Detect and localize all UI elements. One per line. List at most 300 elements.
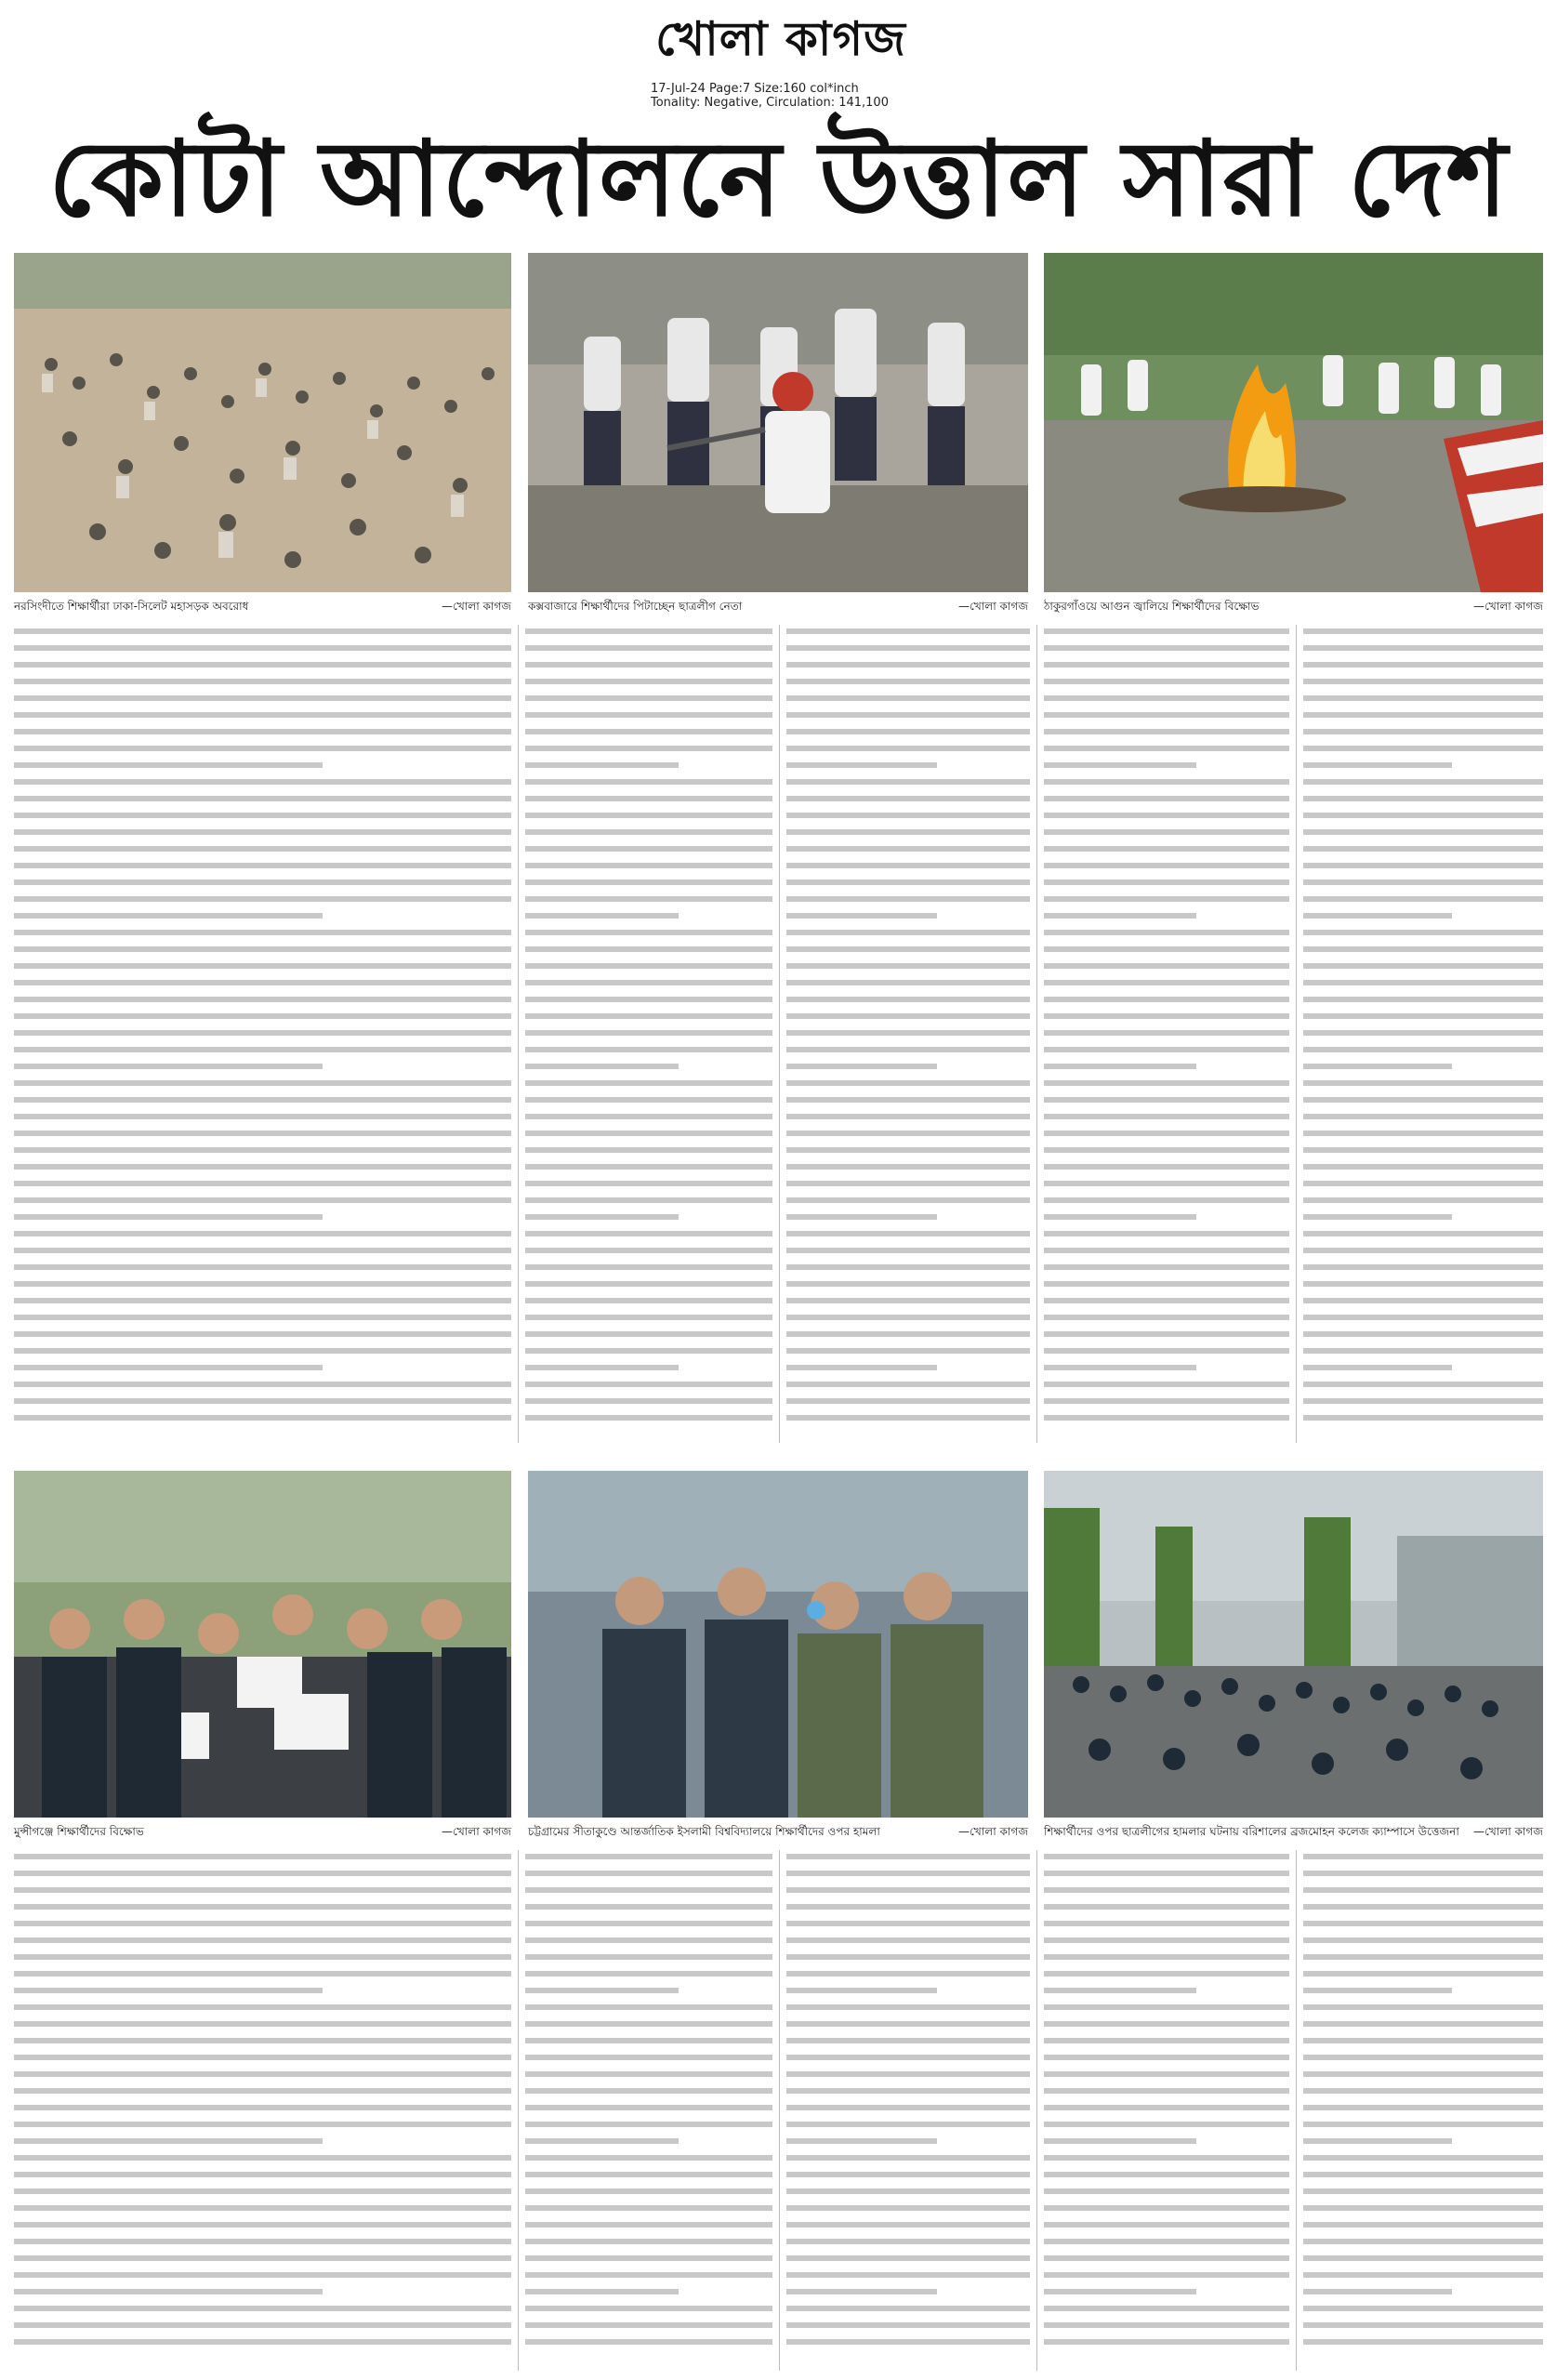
text-line-placeholder [525,963,772,969]
text-line-placeholder [1303,695,1543,701]
text-line-placeholder [786,2306,1030,2311]
text-line-placeholder [1303,1064,1452,1069]
text-line-placeholder [14,1854,511,1859]
text-line-placeholder [525,1130,772,1136]
article-column-4 [1044,628,1289,1447]
text-line-placeholder [1303,913,1452,919]
text-line-placeholder [525,1231,772,1236]
text-line-placeholder [1044,2339,1289,2345]
photo-narsingdi-blockade [14,253,511,592]
text-line-placeholder [786,1147,1030,1153]
text-line-placeholder [786,2339,1030,2345]
column-rule [779,1850,780,2371]
text-line-placeholder [525,746,772,751]
text-line-placeholder [1303,1315,1543,1320]
text-line-placeholder [525,1281,772,1287]
text-line-placeholder [786,1214,937,1220]
text-line-placeholder [1303,662,1543,668]
text-line-placeholder [786,2255,1030,2261]
text-line-placeholder [1303,1214,1452,1220]
text-line-placeholder [14,1365,323,1370]
text-line-placeholder [1044,2122,1289,2127]
text-line-placeholder [14,930,511,935]
text-line-placeholder [786,1382,1030,1387]
text-line-placeholder [1044,1331,1289,1337]
text-line-placeholder [1303,2222,1543,2228]
text-line-placeholder [1303,2138,1452,2144]
text-line-placeholder [1303,2088,1543,2094]
text-line-placeholder [786,946,1030,952]
text-line-placeholder [1044,829,1289,835]
text-line-placeholder [14,2155,511,2161]
text-line-placeholder [14,679,511,684]
text-line-placeholder [786,1181,1030,1186]
text-line-placeholder [525,2122,772,2127]
text-line-placeholder [1303,1197,1543,1203]
text-line-placeholder [1303,1854,1543,1859]
text-line-placeholder [1303,1080,1543,1086]
text-line-placeholder [1303,1937,1543,1943]
text-line-placeholder [525,2239,772,2244]
text-line-placeholder [786,1013,1030,1019]
photo-barishal-bm-college [1044,1471,1543,1818]
text-line-placeholder [1303,896,1543,902]
text-line-placeholder [786,863,1030,868]
text-line-placeholder [14,946,511,952]
text-line-placeholder [14,1348,511,1354]
text-line-placeholder [1044,1030,1289,1036]
text-line-placeholder [525,2105,772,2110]
text-line-placeholder [1303,1331,1543,1337]
text-line-placeholder [1044,1130,1289,1136]
text-line-placeholder [1303,846,1543,852]
text-line-placeholder [1044,1298,1289,1303]
text-line-placeholder [14,1248,511,1253]
photo-thakurgaon-fire [1044,253,1543,592]
text-line-placeholder [1044,695,1289,701]
text-line-placeholder [786,1871,1030,1876]
meta-line-2: Tonality: Negative, Circulation: 141,100 [651,96,889,110]
text-line-placeholder [525,1871,772,1876]
text-line-placeholder [525,1331,772,1337]
text-line-placeholder [1044,913,1196,919]
text-line-placeholder [14,2038,511,2043]
text-line-placeholder [1044,1954,1289,1960]
text-line-placeholder [1044,2071,1289,2077]
text-line-placeholder [786,2172,1030,2177]
text-line-placeholder [1303,1398,1543,1404]
text-line-placeholder [525,2188,772,2194]
text-line-placeholder [1303,997,1543,1002]
text-line-placeholder [1044,2105,1289,2110]
text-line-placeholder [786,2138,937,2144]
text-line-placeholder [14,963,511,969]
text-line-placeholder [786,796,1030,801]
text-line-placeholder [1044,1147,1289,1153]
text-line-placeholder [1044,2289,1196,2294]
text-line-placeholder [786,695,1030,701]
text-line-placeholder [525,1214,679,1220]
article-column-6 [14,1854,511,2371]
photo-caption-1: নরসিংদীতে শিক্ষার্থীরা ঢাকা-সিলেট মহাসড়ক অবরোধ [14,600,249,613]
text-line-placeholder [1044,712,1289,718]
text-line-placeholder [786,1281,1030,1287]
text-line-placeholder [14,1298,511,1303]
text-line-placeholder [14,1181,511,1186]
logo-text: খোলা কাগজ [655,11,906,66]
text-line-placeholder [1044,1398,1289,1404]
photo-sitakunda-attack [528,1471,1028,1818]
column-rule [1036,625,1037,1443]
text-line-placeholder [14,1398,511,1404]
text-line-placeholder [525,1315,772,1320]
text-line-placeholder [525,1954,772,1960]
text-line-placeholder [525,1013,772,1019]
text-line-placeholder [1044,1365,1196,1370]
text-line-placeholder [14,1988,323,1993]
text-line-placeholder [1303,679,1543,684]
text-line-placeholder [1303,1231,1543,1236]
text-line-placeholder [1044,729,1289,734]
text-line-placeholder [1044,1382,1289,1387]
photo-credit-5: —খোলা কাগজ [958,1825,1028,1838]
text-line-placeholder [1303,813,1543,818]
text-line-placeholder [1303,829,1543,835]
text-line-placeholder [1044,2239,1289,2244]
text-line-placeholder [786,628,1030,634]
text-line-placeholder [14,1197,511,1203]
text-line-placeholder [1303,1164,1543,1170]
photo-munshiganj-protest [14,1471,511,1818]
text-line-placeholder [1303,2071,1543,2077]
text-line-placeholder [1044,2272,1289,2278]
text-line-placeholder [525,2172,772,2177]
text-line-placeholder [14,1214,323,1220]
text-line-placeholder [786,1937,1030,1943]
text-line-placeholder [525,1887,772,1893]
text-line-placeholder [525,2205,772,2211]
text-line-placeholder [14,2172,511,2177]
text-line-placeholder [1044,1348,1289,1354]
text-line-placeholder [525,2038,772,2043]
text-line-placeholder [525,2055,772,2060]
text-line-placeholder [1044,1854,1289,1859]
text-line-placeholder [1303,2155,1543,2161]
text-line-placeholder [1044,963,1289,969]
text-line-placeholder [14,2239,511,2244]
text-line-placeholder [1044,1114,1289,1119]
photo-coxsbazar-attack [528,253,1028,592]
text-line-placeholder [786,1365,937,1370]
text-line-placeholder [14,1030,511,1036]
text-line-placeholder [14,796,511,801]
text-line-placeholder [525,1988,679,1993]
text-line-placeholder [1303,1248,1543,1253]
article-column-7 [525,1854,772,2371]
text-line-placeholder [786,762,937,768]
text-line-placeholder [1303,762,1452,768]
text-line-placeholder [1044,2322,1289,2328]
text-line-placeholder [525,1398,772,1404]
text-line-placeholder [1044,628,1289,634]
text-line-placeholder [786,1114,1030,1119]
text-line-placeholder [525,2255,772,2261]
text-line-placeholder [1044,1231,1289,1236]
text-line-placeholder [786,1398,1030,1404]
text-line-placeholder [14,1871,511,1876]
text-line-placeholder [525,813,772,818]
text-line-placeholder [14,1904,511,1910]
text-line-placeholder [786,2071,1030,2077]
text-line-placeholder [786,1415,1030,1421]
text-line-placeholder [786,662,1030,668]
text-line-placeholder [1303,2172,1543,2177]
text-line-placeholder [1303,2322,1543,2328]
photo-caption-2: কক্সবাজারে শিক্ষার্থীদের পিটাচ্ছেন ছাত্রলীগ নেতা [528,600,743,613]
text-line-placeholder [1044,2255,1289,2261]
text-line-placeholder [786,1331,1030,1337]
text-line-placeholder [525,1080,772,1086]
text-line-placeholder [14,2088,511,2094]
text-line-placeholder [525,679,772,684]
text-line-placeholder [1303,1365,1452,1370]
text-line-placeholder [525,1298,772,1303]
text-line-placeholder [1303,2122,1543,2127]
text-line-placeholder [14,779,511,785]
text-line-placeholder [1044,679,1289,684]
text-line-placeholder [786,963,1030,969]
photo-caption-5: চট্টগ্রামের সীতাকুণ্ডে আন্তর্জাতিক ইসলামী বিশ্ববিদ্যালয়ে শিক্ষার্থীদের ওপর হামলা [528,1825,880,1838]
text-line-placeholder [14,1937,511,1943]
text-line-placeholder [1303,2038,1543,2043]
text-line-placeholder [525,762,679,768]
text-line-placeholder [1303,2306,1543,2311]
column-rule [779,625,780,1443]
text-line-placeholder [1303,980,1543,985]
text-line-placeholder [525,1197,772,1203]
text-line-placeholder [1044,997,1289,1002]
text-line-placeholder [1303,1988,1452,1993]
photo-credit-2: —খোলা কাগজ [958,600,1028,613]
text-line-placeholder [525,2222,772,2228]
text-line-placeholder [1303,1904,1543,1910]
text-line-placeholder [525,1382,772,1387]
text-line-placeholder [786,913,937,919]
text-line-placeholder [786,829,1030,835]
text-line-placeholder [1044,1214,1196,1220]
newspaper-logo [641,11,920,76]
text-line-placeholder [786,1231,1030,1236]
column-rule [518,1850,519,2371]
text-line-placeholder [14,2138,323,2144]
article-column-10 [1303,1854,1543,2371]
text-line-placeholder [1044,930,1289,935]
text-line-placeholder [1303,1921,1543,1926]
text-line-placeholder [525,1348,772,1354]
text-line-placeholder [786,2322,1030,2328]
text-line-placeholder [1303,746,1543,751]
text-line-placeholder [1303,1281,1543,1287]
text-line-placeholder [14,2306,511,2311]
text-line-placeholder [786,1047,1030,1052]
text-line-placeholder [1044,796,1289,801]
text-line-placeholder [786,2021,1030,2027]
text-line-placeholder [14,896,511,902]
text-line-placeholder [1044,980,1289,985]
text-line-placeholder [14,997,511,1002]
text-line-placeholder [1303,1954,1543,1960]
text-line-placeholder [1303,2205,1543,2211]
text-line-placeholder [1303,963,1543,969]
text-line-placeholder [14,746,511,751]
text-line-placeholder [14,2105,511,2110]
text-line-placeholder [525,1097,772,1103]
text-line-placeholder [1044,846,1289,852]
text-line-placeholder [525,1365,679,1370]
text-line-placeholder [786,1298,1030,1303]
text-line-placeholder [1044,946,1289,952]
text-line-placeholder [1044,1887,1289,1893]
text-line-placeholder [786,2222,1030,2228]
text-line-placeholder [1303,2272,1543,2278]
text-line-placeholder [1044,1097,1289,1103]
text-line-placeholder [14,2188,511,2194]
column-rule [1036,1850,1037,2371]
text-line-placeholder [525,1114,772,1119]
text-line-placeholder [1044,863,1289,868]
text-line-placeholder [786,2272,1030,2278]
text-line-placeholder [1303,2105,1543,2110]
text-line-placeholder [786,1348,1030,1354]
text-line-placeholder [1044,1971,1289,1977]
text-line-placeholder [525,1264,772,1270]
text-line-placeholder [1044,1871,1289,1876]
text-line-placeholder [786,2105,1030,2110]
text-line-placeholder [786,1315,1030,1320]
text-line-placeholder [14,2021,511,2027]
column-rule [1296,1850,1297,2371]
text-line-placeholder [786,896,1030,902]
text-line-placeholder [525,846,772,852]
main-headline: কোটা আন্দোলনে উত্তাল সারা দেশ [48,119,1509,240]
article-column-3 [786,628,1030,1447]
article-column-2 [525,628,772,1447]
text-line-placeholder [1044,762,1196,768]
text-line-placeholder [525,2088,772,2094]
text-line-placeholder [1044,1013,1289,1019]
text-line-placeholder [1044,2088,1289,2094]
column-rule [1296,625,1297,1443]
text-line-placeholder [1303,796,1543,801]
text-line-placeholder [1303,2021,1543,2027]
text-line-placeholder [525,2339,772,2345]
text-line-placeholder [1303,1030,1543,1036]
text-line-placeholder [786,2205,1030,2211]
text-line-placeholder [525,1064,679,1069]
text-line-placeholder [525,913,679,919]
text-line-placeholder [1044,1988,1196,1993]
text-line-placeholder [786,1097,1030,1103]
text-line-placeholder [14,1971,511,1977]
text-line-placeholder [786,1988,937,1993]
text-line-placeholder [786,1921,1030,1926]
text-line-placeholder [14,2272,511,2278]
text-line-placeholder [786,746,1030,751]
text-line-placeholder [525,712,772,718]
text-line-placeholder [525,796,772,801]
text-line-placeholder [525,1971,772,1977]
text-line-placeholder [1044,1197,1289,1203]
text-line-placeholder [1044,2055,1289,2060]
text-line-placeholder [14,1114,511,1119]
text-line-placeholder [525,997,772,1002]
text-line-placeholder [1044,2138,1196,2144]
text-line-placeholder [525,863,772,868]
text-line-placeholder [14,879,511,885]
text-line-placeholder [14,628,511,634]
text-line-placeholder [786,1954,1030,1960]
text-line-placeholder [525,2306,772,2311]
text-line-placeholder [525,2138,679,2144]
text-line-placeholder [786,813,1030,818]
text-line-placeholder [525,779,772,785]
text-line-placeholder [1044,813,1289,818]
text-line-placeholder [14,1231,511,1236]
text-line-placeholder [1044,1264,1289,1270]
text-line-placeholder [786,1971,1030,1977]
text-line-placeholder [786,879,1030,885]
text-line-placeholder [14,1315,511,1320]
text-line-placeholder [1044,645,1289,651]
text-line-placeholder [525,1854,772,1859]
photo-credit-1: —খোলা কাগজ [442,600,511,613]
text-line-placeholder [14,2055,511,2060]
text-line-placeholder [525,2322,772,2328]
text-line-placeholder [14,762,323,768]
text-line-placeholder [1303,1871,1543,1876]
text-line-placeholder [1044,879,1289,885]
text-line-placeholder [1044,746,1289,751]
text-line-placeholder [14,1164,511,1170]
text-line-placeholder [1044,1937,1289,1943]
text-line-placeholder [14,1013,511,1019]
text-line-placeholder [1303,628,1543,634]
text-line-placeholder [14,645,511,651]
text-line-placeholder [525,729,772,734]
text-line-placeholder [786,2004,1030,2010]
text-line-placeholder [1044,2205,1289,2211]
text-line-placeholder [14,1097,511,1103]
text-line-placeholder [14,1264,511,1270]
text-line-placeholder [1044,2188,1289,2194]
text-line-placeholder [525,946,772,952]
text-line-placeholder [14,813,511,818]
text-line-placeholder [525,645,772,651]
text-line-placeholder [14,2205,511,2211]
text-line-placeholder [786,1064,937,1069]
text-line-placeholder [786,1080,1030,1086]
text-line-placeholder [1044,2004,1289,2010]
text-line-placeholder [1303,1382,1543,1387]
text-line-placeholder [525,1904,772,1910]
text-line-placeholder [525,1147,772,1153]
text-line-placeholder [1303,2339,1543,2345]
text-line-placeholder [525,930,772,935]
text-line-placeholder [1303,1114,1543,1119]
text-line-placeholder [1303,2289,1452,2294]
text-line-placeholder [14,980,511,985]
text-line-placeholder [14,1064,323,1069]
